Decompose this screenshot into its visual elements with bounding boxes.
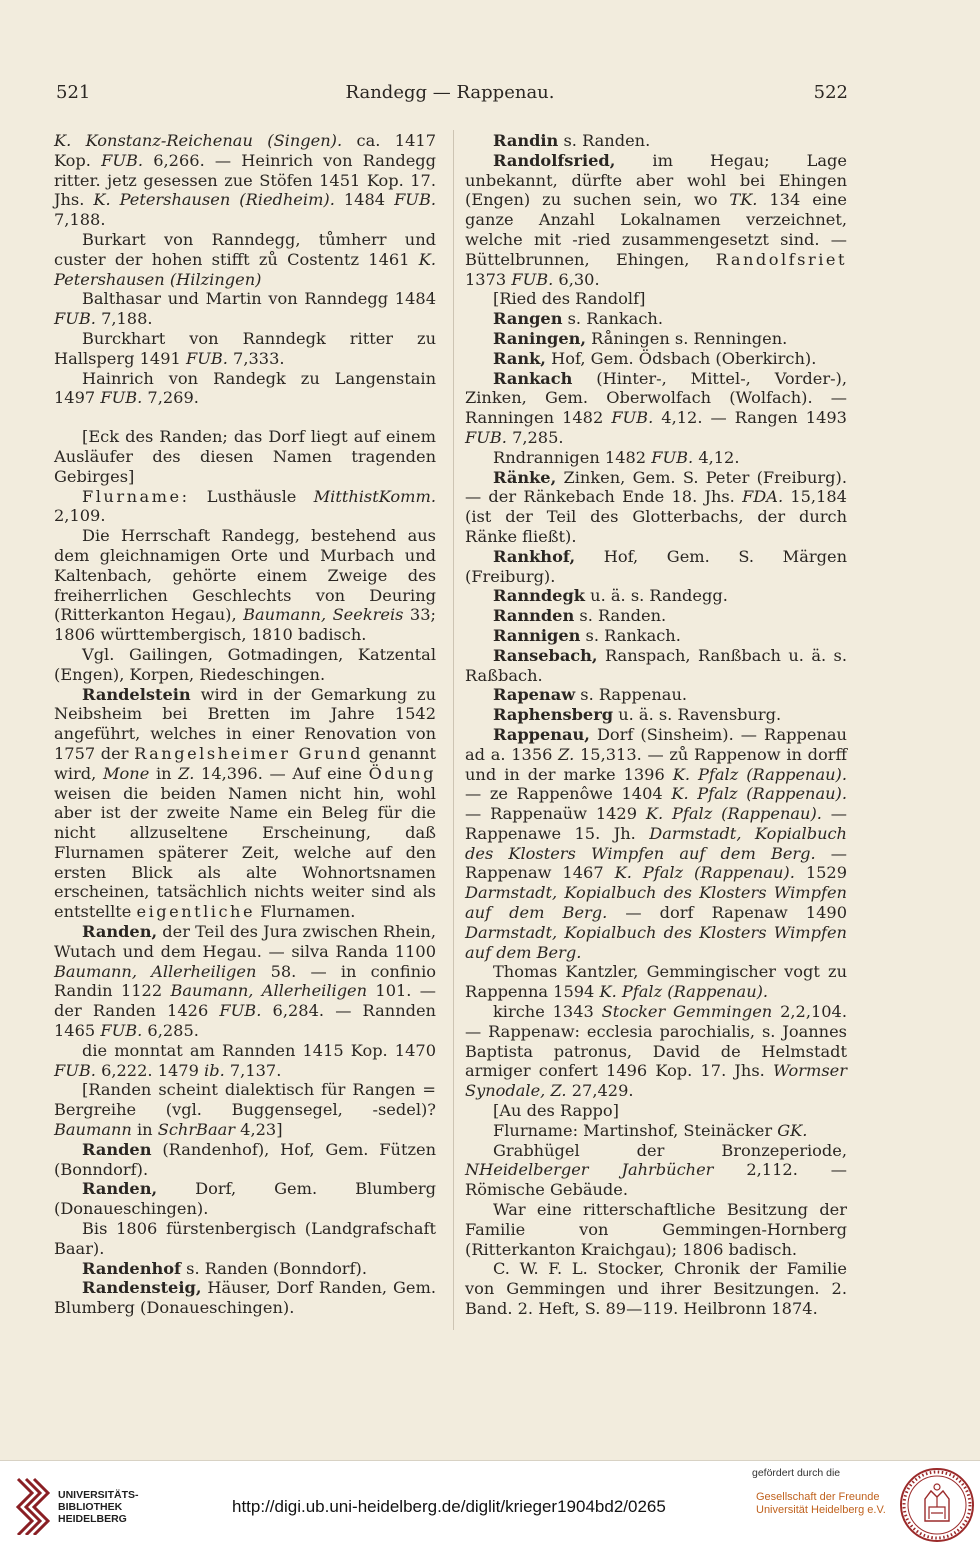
entry-paragraph: Burkart von Ranndegg, tůmherr und custer der hohen stifft zů Costentz 1461 K. Petershausen (Hilzingen) <box>54 229 436 289</box>
entry-paragraph: die monntat am Rannden 1415 Kop. 1470 FUB. 6,222. 1479 ib. 7,137. <box>54 1040 436 1080</box>
entry-paragraph: Rannden s. Randen. <box>493 606 667 626</box>
sponsor-name: Gesellschaft der Freunde Universität Heidelberg e.V. <box>756 1491 886 1516</box>
entry-paragraph: [Au des Rappo] <box>493 1101 619 1121</box>
entry-paragraph: Rankhof, Hof, Gem. S. Märgen (Freiburg). <box>465 546 847 586</box>
entry-paragraph: [Randen scheint dialektisch für Rangen = Bergreihe (vgl. Buggensegel, -sedel)? Baumann in SchrBaar 4,23] <box>54 1080 436 1140</box>
entry-paragraph: Grabhügel der Bronzeperiode, NHeidelberger Jahrbücher 2,112. — Römische Gebäude. <box>465 1140 847 1200</box>
sponsor-intro: gefördert durch die <box>752 1467 841 1479</box>
entry-paragraph: Ransebach, Ranspach, Ranßbach u. ä. s. Raßbach. <box>465 645 847 685</box>
entry-paragraph: Raphensberg u. ä. s. Ravensburg. <box>493 705 782 725</box>
entry-paragraph: [Ried des Randolf] <box>493 289 646 309</box>
entry-paragraph: Flurname: Martinshof, Steinäcker GK. <box>493 1120 808 1140</box>
entry-paragraph: Hainrich von Randegk zu Langenstain 1497 FUB. 7,269. <box>54 368 436 408</box>
left-column <box>54 131 436 1318</box>
entry-paragraph: Randolfsried, im Hegau; Lage unbekannt, dürfte aber wohl bei Ehingen (Engen) zu suchen sein, wo TK. 134 eine ganze Anzahl Lokalnamen verzeichnet, welche mit -ried zusammengesetzt sind. — Büttelbrunnen, Ehingen, Randolfsriet 1373 FUB. 6,30. <box>465 150 848 289</box>
entry-paragraph: Rapenaw s. Rappenau. <box>493 685 688 705</box>
entry-paragraph: Randen (Randenhof), Hof, Gem. Fützen (Bonndorf). <box>54 1139 436 1179</box>
entry-paragraph: Die Herrschaft Randegg, bestehend aus dem gleichnamigen Orte und Murbach und Kaltenbach, gehörte einem Zweige des freiherrlichen Geschlechts von Deuring (Ritterkanton Hegau), Baumann, Seekreis 33; 1806 württembergisch, 1810 badisch. <box>54 526 436 645</box>
column-divider <box>453 130 454 1330</box>
entry-paragraph: Randin s. Randen. <box>493 131 651 150</box>
entry-paragraph: C. W. F. L. Stocker, Chronik der Familie von Gemmingen und ihrer Besitzungen. 2. Band. 2. Heft, S. 89—119. Heilbronn 1874. <box>465 1259 847 1319</box>
entry-paragraph: Burckhart von Ranndegk ritter zu Hallsperg 1491 FUB. 7,333. <box>54 328 436 368</box>
entry-paragraph: Rappenau, Dorf (Sinsheim). — Rappenau ad a. 1356 Z. 15,313. — zů Rappenow in dorff und in der marke 1396 K. Pfalz (Rappenau). — ze Rappenôwe 1404 K. Pfalz (Rappenau). — Rappenaüw 1429 K. Pfalz (Rappenau). — Rappenawe 15. Jh. Darmstadt, Kopialbuch des Klosters Wimpfen auf dem Berg. — Rappenaw 1467 K. Pfalz (Rappenau). 1529 Darmstadt, Kopialbuch des Klosters Wimpfen auf dem Berg. — dorf Rapenaw 1490 Darmstadt, Kopialbuch des Klosters Wimpfen auf dem Berg. <box>465 724 848 962</box>
entry-paragraph: Rangen s. Rankach. <box>493 309 663 329</box>
entry-paragraph: Randenhof s. Randen (Bonndorf). <box>82 1258 367 1278</box>
library-logo-icon <box>14 1475 50 1535</box>
entry-paragraph: Ränke, Zinken, Gem. S. Peter (Freiburg). — der Ränkebach Ende 18. Jhs. FDA. 15,184 (ist der Teil des Glotterbachs, der durch Ränke fließt). <box>465 467 847 546</box>
entry-paragraph: Ranndegk u. ä. s. Randegg. <box>493 586 728 606</box>
library-name: UNIVERSITÄTS- BIBLIOTHEK HEIDELBERG <box>58 1489 139 1525</box>
university-seal-icon <box>899 1467 975 1543</box>
entry-paragraph: Vgl. Gailingen, Gotmadingen, Katzental (Engen), Korpen, Riedeschingen. <box>54 644 436 684</box>
entry-paragraph: Rndrannigen 1482 FUB. 4,12. <box>493 447 740 467</box>
entry-paragraph: Randen, der Teil des Jura zwischen Rhein, Wutach und dem Hegau. — silva Randa 1100 Baumann, Allerheiligen 58. — in confinio Randin 1122 Baumann, Allerheiligen 101. — der Randen 1426 FUB. 6,284. — Rannden 1465 FUB. 6,285. <box>54 922 436 1041</box>
page-number-right: 522 <box>813 82 848 103</box>
entry-paragraph: Flurname: Lusthäusle MitthistKomm. 2,109. <box>54 486 436 526</box>
entry-paragraph: K. Konstanz-Reichenau (Singen). ca. 1417 Kop. FUB. 6,266. — Heinrich von Randegg ritter. jetz gesessen zue Stöfen 1451 Kop. 17. Jhs. K. Petershausen (Riedheim). 1484 FUB. 7,188. <box>54 131 436 230</box>
digitization-footer <box>0 1460 980 1550</box>
entry-paragraph: Randelstein wird in der Gemarkung zu Neibsheim bei Bretten im Jahre 1542 angeführt, welches in einer Renovation von 1757 der Rangelsheimer Grund genannt wird, Mone in Z. 14,396. — Auf eine Ödung weisen die beiden Namen nicht hin, wohl aber ist der zweite Name ein Beleg für die nicht allzuseltene Erscheinung, daß Flurnamen späterer Zeit, welche auf den ersten Blick als alte Wohnortsnamen erscheinen, tatsächlich nichts weiter sind als entstellte eigentliche Flurnamen. <box>54 684 436 922</box>
right-column <box>465 131 847 1319</box>
entry-paragraph: kirche 1343 Stocker Gemmingen 2,2,104. — Rappenaw: ecclesia parochialis, s. Joannes Baptista patronus, David de Helmstadt armiger confert 1496 Kop. 17. Jhs. Wormser Synodale, Z. 27,429. <box>465 1002 848 1101</box>
entry-paragraph: [Eck des Randen; das Dorf liegt auf einem Ausläufer des diesen Namen tragenden Gebirges] <box>54 427 436 486</box>
page-number-left: 521 <box>56 82 91 103</box>
entry-paragraph: Thomas Kantzler, Gemmingischer vogt zu Rappenna 1594 K. Pfalz (Rappenau). <box>465 962 847 1002</box>
entry-paragraph: Randen, Dorf, Gem. Blumberg (Donaueschingen). <box>54 1179 436 1219</box>
entry-paragraph: Balthasar und Martin von Ranndegg 1484 FUB. 7,188. <box>54 289 436 329</box>
entry-paragraph: Bis 1806 fürstenbergisch (Landgrafschaft Baar). <box>54 1219 436 1258</box>
entry-paragraph: War eine ritterschaftliche Besitzung der Familie von Gemmingen-Hornberg (Ritterkanton Kraichgau); 1806 badisch. <box>465 1200 847 1259</box>
running-title: Randegg — Rappenau. <box>345 82 555 103</box>
entry-paragraph: Rannigen s. Rankach. <box>493 625 681 645</box>
entry-paragraph: Rank, Hof, Gem. Ödsbach (Oberkirch). <box>493 348 817 368</box>
entry-paragraph: Rankach (Hinter-, Mittel-, Vorder-), Zinken, Gem. Oberwolfach (Wolfach). — Ranningen 1482 FUB. 4,12. — Rangen 1493 FUB. 7,285. <box>465 368 847 447</box>
entry-paragraph: Raningen, Råningen s. Renningen. <box>493 328 788 348</box>
entry-paragraph: Randensteig, Häuser, Dorf Randen, Gem. Blumberg (Donaueschingen). <box>54 1278 436 1318</box>
permalink-url[interactable]: http://digi.ub.uni-heidelberg.de/diglit/krieger1904bd2/0265 <box>232 1497 666 1516</box>
